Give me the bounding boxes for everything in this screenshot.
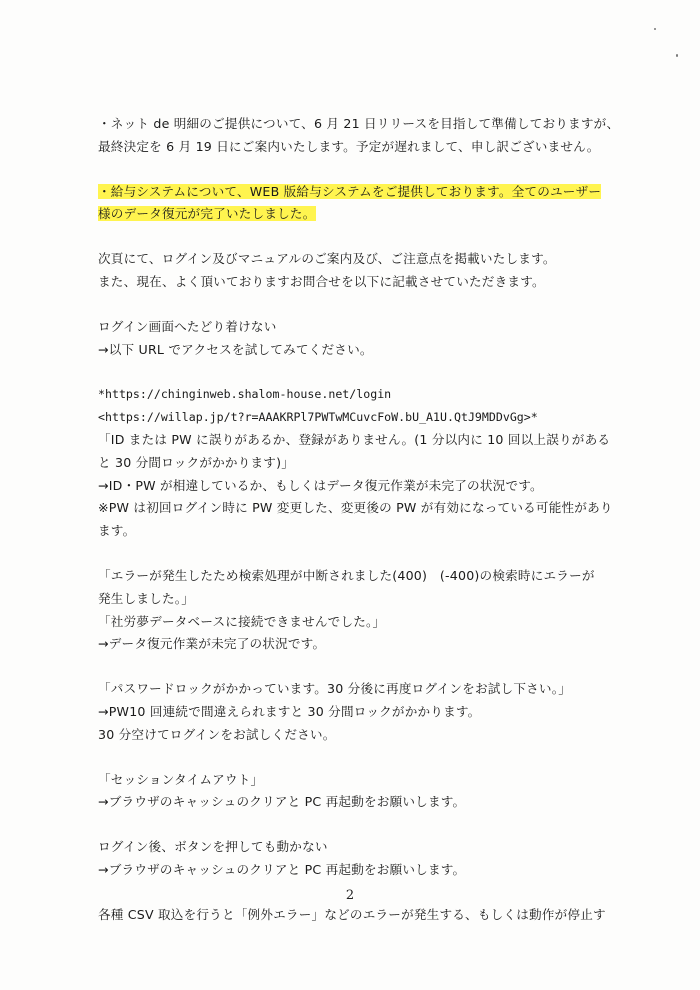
page-number: 2 xyxy=(345,888,355,903)
paragraph-search-error xyxy=(98,565,618,656)
text-line: ※PW は初回ログイン時に PW 変更した、変更後の PW が有効になっている可能性があり xyxy=(98,500,613,516)
text-line: ログイン後、ボタンを押しても動かない xyxy=(98,839,328,855)
text-line: →ID・PW が相違しているか、もしくはデータ復元作業が未完了の状況です。 xyxy=(98,477,543,493)
text-line: →以下 URL でアクセスを試してみてください。 xyxy=(98,341,373,357)
highlighted-text-line: 様のデータ復元が完了いたしました。 xyxy=(98,206,316,222)
text-line: →ブラウザのキャッシュのクリアと PC 再起動をお願いします。 xyxy=(98,794,466,810)
paragraph-net-meisai xyxy=(98,113,618,159)
paragraph-csv-import xyxy=(98,904,618,927)
paragraph-password-lock xyxy=(98,678,618,746)
scan-speck xyxy=(654,28,656,30)
text-line: ・ネット de 明細のご提供について、6 月 21 日リリースを目指して準備しておりますが、 xyxy=(98,116,620,131)
text-line: 「ID または PW に誤りがあるか、登録がありません。(1 分以内に 10 回以上誤りがある xyxy=(98,431,611,447)
text-line: 「エラーが発生したため検索処理が中断されました(400) (-400)の検索時にエラーが xyxy=(98,567,595,583)
text-line: また、現在、よく頂いておりますお問合せを以下に記載させていただきます。 xyxy=(98,273,545,289)
text-line: ログイン画面へたどり着けない xyxy=(98,318,277,334)
text-line: 30 分空けてログインをお試しください。 xyxy=(98,726,336,742)
text-line: 各種 CSV 取込を行うと「例外エラー」などのエラーが発生する、もしくは動作が停止す xyxy=(98,906,606,922)
redirect-url-link[interactable]: <https://willap.jp/t?r=AAAKRPl7PWTwMCuvcFoW.bU_A1U.QtJ9MDDvGg>* xyxy=(98,410,538,425)
login-url-link[interactable]: *https://chinginweb.shalom-house.net/login xyxy=(98,387,392,402)
text-line: →ブラウザのキャッシュのクリアと PC 再起動をお願いします。 xyxy=(98,861,466,877)
paragraph-login-unreachable xyxy=(98,316,618,362)
text-line: 「パスワードロックがかかっています。30 分後に再度ログインをお試し下さい。」 xyxy=(98,681,572,697)
paragraph-login-urls xyxy=(98,383,618,543)
scan-speck xyxy=(676,54,678,57)
text-line: 「セッションタイムアウト」 xyxy=(98,771,264,787)
paragraph-kyuyo-system xyxy=(98,181,618,227)
text-line: 「社労夢データベースに接続できませんでした。」 xyxy=(98,613,386,629)
paragraph-session-timeout xyxy=(98,769,618,815)
text-line: →PW10 回連続で間違えられますと 30 分間ロックがかかります。 xyxy=(98,703,481,719)
text-line: 最終決定を 6 月 19 日にご案内いたします。予定が遅れまして、申し訳ございません。 xyxy=(98,138,600,154)
highlighted-text-line: ・給与システムについて、WEB 版給与システムをご提供しております。全てのユーザー xyxy=(98,183,602,199)
text-line: ます。 xyxy=(98,523,136,539)
paragraph-button-unresponsive xyxy=(98,836,618,882)
text-line: と 30 分間ロックがかかります)」 xyxy=(98,454,295,470)
paragraph-intro xyxy=(98,248,618,294)
text-line: 次頁にて、ログイン及びマニュアルのご案内及び、ご注意点を掲載いたします。 xyxy=(98,251,556,267)
text-line: →データ復元作業が未完了の状況です。 xyxy=(98,636,326,652)
document-body xyxy=(98,113,618,949)
text-line: 発生しました。」 xyxy=(98,590,195,606)
